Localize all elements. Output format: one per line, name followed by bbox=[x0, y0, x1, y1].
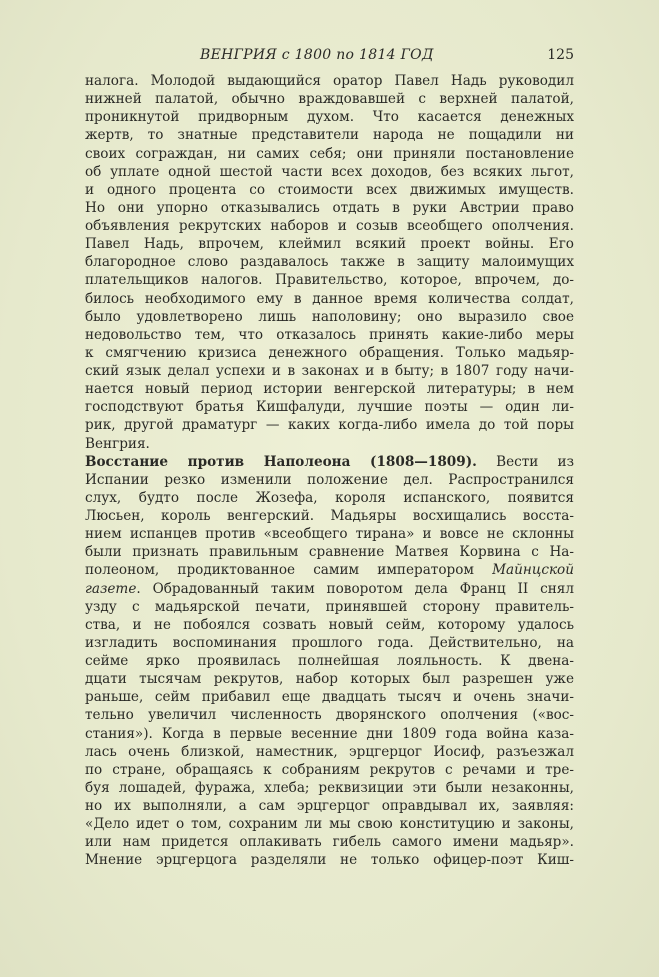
text-line: дцати тысячам рекрутов, набор которых был разрешен уже bbox=[85, 671, 574, 688]
running-title: ВЕНГРИЯ с 1800 по 1814 ГОД bbox=[200, 47, 434, 63]
text-line: Павел Надь, впрочем, клеймил всякий проект войны. Его bbox=[85, 236, 574, 253]
section-heading: Восстание против Наполеона (1808—1809). bbox=[85, 453, 477, 470]
text-line: буя лошадей, фуража, хлеба; реквизиции эти были незаконны, bbox=[85, 779, 574, 796]
text-line: Люсьен, король венгерский. Мадьяры восхищались восста- bbox=[85, 508, 574, 524]
text-line: объявления рекрутских наборов и созыв всеобщего ополчения. bbox=[85, 218, 574, 234]
text-line: билось необходимого ему в данное время количества солдат, bbox=[85, 290, 574, 307]
text-line: рик, другой драматург — каких когда-либо имела до той поры bbox=[85, 417, 574, 434]
italic-title: Майнцской bbox=[492, 562, 574, 579]
text-line: господствуют братья Кишфалуди, лучшие поэты — один ли- bbox=[85, 399, 574, 416]
italic-title: газете bbox=[85, 580, 137, 597]
text-line: налога. Молодой выдающийся оратор Павел Надь руководил bbox=[85, 73, 574, 89]
text-line: Мнение эрцгерцога разделяли не только офицер-поэт Киш- bbox=[85, 852, 574, 869]
page-header bbox=[85, 47, 574, 67]
paragraph bbox=[85, 471, 574, 562]
paragraph bbox=[85, 72, 574, 453]
text-line: раньше, сейм прибавил еще двадцать тысяч и очень значи- bbox=[85, 689, 574, 706]
text-line: сейме ярко проявилась полнейшая лояльность. К двена- bbox=[85, 653, 574, 669]
text-line: плательщиков налогов. Правительство, которое, впрочем, до- bbox=[85, 272, 574, 289]
text-line: Венгрия. bbox=[85, 435, 150, 452]
text-line: лась очень близкой, наместник, эрцгерцог Иосиф, разъезжал bbox=[85, 743, 574, 760]
text-line bbox=[85, 580, 574, 598]
page-number: 125 bbox=[547, 47, 574, 63]
text-line: были признать правильным сравнение Матвея Корвина с На- bbox=[85, 544, 574, 561]
text-line: ский язык делал успехи и в законах и в быту; в 1807 году начи- bbox=[85, 363, 574, 379]
text-line: или нам придется оплакивать гибель самого имени мадьяр». bbox=[85, 834, 574, 851]
text-line: но их выполняли, а сам эрцгерцог оправдывал их, заявляя: bbox=[85, 798, 574, 814]
text-line: Вести из bbox=[496, 453, 574, 470]
text-line: жертв, то знатные представители народа не пощадили ни bbox=[85, 127, 574, 144]
text-line: ства, и не побоялся созвать новый сейм, которому удалось bbox=[85, 616, 574, 633]
text-line: стания»). Когда в первые весенние дни 1809 года война каза- bbox=[85, 725, 574, 742]
text-span: . Обрадованный таким поворотом дела Франц II снял bbox=[136, 580, 574, 597]
text-line: узду с мадьярской печати, принявшей сторону правитель- bbox=[85, 598, 574, 615]
text-line: слух, будто после Жозефа, короля испанского, появится bbox=[85, 489, 574, 506]
text-line: об уплате одной шестой части всех доходов, без всяких льгот, bbox=[85, 163, 574, 180]
text-line: к смягчению кризиса денежного обращения. Только мадьяр- bbox=[85, 344, 574, 361]
text-line: недовольство тем, что отказалось принять какие-либо меры bbox=[85, 326, 574, 343]
text-line: нается новый период истории венгерской литературы; в нем bbox=[85, 381, 574, 398]
text-line: «Дело идет о том, сохраним ли мы свою конституцию и законы, bbox=[85, 816, 574, 833]
text-line: изгладить воспоминания прошлого года. Действительно, на bbox=[85, 634, 574, 651]
text-line: Испании резко изменили положение дел. Распространился bbox=[85, 471, 574, 488]
paragraph bbox=[85, 598, 574, 870]
text-line: тельно увеличил численность дворянского ополчения («вос- bbox=[85, 707, 574, 724]
section-heading-line bbox=[85, 453, 574, 471]
page-body bbox=[85, 72, 574, 870]
text-line: и одного процента со стоимости всех движимых имуществ. bbox=[85, 181, 574, 198]
text-span: полеоном, продиктованное самим императором bbox=[85, 562, 474, 579]
text-line: нижней палатой, обычно враждовавшей с верхней палатой, bbox=[85, 91, 574, 108]
text-line bbox=[85, 561, 574, 579]
text-line: Но они упорно отказывались отдать в руки Австрии право bbox=[85, 199, 574, 216]
text-line: благородное слово раздавалось также в защиту малоимущих bbox=[85, 254, 574, 271]
text-line: проникнутой придворным духом. Что касается денежных bbox=[85, 109, 574, 126]
text-line: нием испанцев против «всеобщего тирана» и вовсе не склонны bbox=[85, 526, 574, 543]
text-line: по стране, обращаясь к собраниям рекрутов с речами и тре- bbox=[85, 761, 574, 778]
text-line: было удовлетворено лишь наполовину; оно выразило свое bbox=[85, 308, 574, 325]
text-line: своих сограждан, ни самих себя; они приняли постановление bbox=[85, 145, 574, 162]
